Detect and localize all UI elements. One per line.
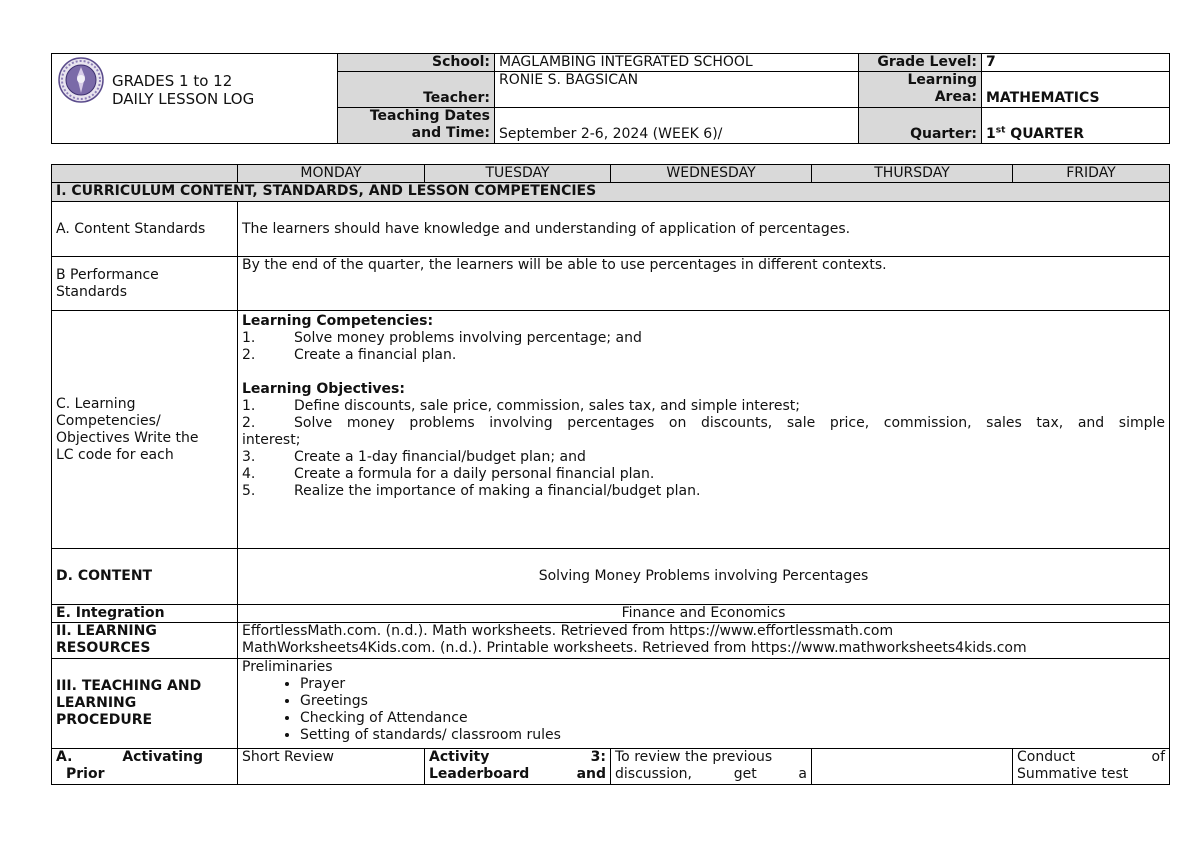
item-number: 4. xyxy=(242,466,256,482)
learning-objectives-heading: Learning Objectives: xyxy=(242,381,405,397)
school-value: MAGLAMBING INTEGRATED SCHOOL xyxy=(495,54,859,72)
content-standards-text: The learners should have knowledge and understanding of application of percentages. xyxy=(238,202,1170,257)
quarter-label: Quarter: xyxy=(859,108,982,144)
list-item xyxy=(242,347,1165,364)
list-item: • Checking of Attendance xyxy=(300,710,1165,727)
activating-tuesday xyxy=(425,749,611,785)
list-item xyxy=(242,330,1165,347)
activating-label-word: Activating xyxy=(122,749,203,765)
resources-label-line2: RESOURCES xyxy=(56,640,151,656)
friday-word-2: of xyxy=(1151,749,1165,765)
friday-word-1: Conduct xyxy=(1017,749,1076,765)
activating-label-line2: Prior xyxy=(66,766,105,782)
item-text: Define discounts, sale price, commission, sales tax, and simple interest; xyxy=(294,398,800,414)
wednesday-line-1: To review the previous xyxy=(615,749,773,765)
dates-value: September 2-6, 2024 (WEEK 6)/ xyxy=(495,108,859,144)
quarter-number: 1 xyxy=(986,126,996,142)
learning-area-value: MATHEMATICS xyxy=(982,72,1170,108)
activating-thursday xyxy=(812,749,1013,785)
learning-competencies-list xyxy=(242,330,1165,364)
performance-standards-text: By the end of the quarter, the learners will be able to use percentages in different contexts. xyxy=(238,257,1170,311)
teacher-value: RONIE S. BAGSICAN xyxy=(495,72,859,108)
section-curriculum-heading: I. CURRICULUM CONTENT, STANDARDS, AND LESSON COMPETENCIES xyxy=(52,183,1170,202)
quarter-value xyxy=(982,108,1170,144)
wednesday-word-2: get xyxy=(733,766,757,782)
wednesday-word-1: discussion, xyxy=(615,766,693,782)
integration-label: E. Integration xyxy=(52,605,238,623)
resources-label-line1: II. LEARNING xyxy=(56,623,157,639)
deped-seal-icon xyxy=(58,57,104,103)
item-text: Solve money problems involving percentage; and xyxy=(294,330,642,346)
learning-area-label xyxy=(859,72,982,108)
grade-value: 7 xyxy=(982,54,1170,72)
dates-label xyxy=(338,108,495,144)
resources-text xyxy=(238,623,1170,659)
dates-label-line1: Teaching Dates xyxy=(369,108,490,124)
competencies-label-line3: Objectives Write the xyxy=(56,429,199,446)
quarter-suffix: st xyxy=(995,125,1006,136)
header-logo-cell xyxy=(52,54,338,144)
list-item xyxy=(242,415,1165,432)
item-number: 2. xyxy=(242,347,256,363)
procedure-label xyxy=(52,659,238,749)
performance-standards-label-line2: Standards xyxy=(56,283,127,300)
tuesday-word-1: Activity xyxy=(429,749,490,765)
item-number: 1. xyxy=(242,330,256,346)
log-title-line2: DAILY LESSON LOG xyxy=(112,90,255,108)
list-item xyxy=(242,449,1165,466)
resource-citation-1: EffortlessMath.com. (n.d.). Math worksheets. Retrieved from https://www.effortlessmath.com xyxy=(242,623,894,639)
procedure-label-line2: LEARNING xyxy=(56,695,137,711)
competencies-label-line4: LC code for each xyxy=(56,446,174,463)
activating-monday: Short Review xyxy=(238,749,425,785)
activating-friday xyxy=(1013,749,1170,785)
quarter-word: QUARTER xyxy=(1005,126,1085,142)
tuesday-word-4: and xyxy=(576,766,606,782)
list-item: • Greetings xyxy=(300,693,1165,710)
dates-label-line2: and Time: xyxy=(411,125,490,141)
performance-standards-label-line1: B Performance xyxy=(56,266,159,283)
learning-competencies-heading: Learning Competencies: xyxy=(242,313,434,329)
content-label: D. CONTENT xyxy=(52,549,238,605)
day-monday: MONDAY xyxy=(238,165,425,183)
activating-label xyxy=(52,749,238,785)
item-text: Create a formula for a daily personal financial plan. xyxy=(294,466,655,482)
item-number: 1. xyxy=(242,398,256,414)
item-text: Solve money problems involving percentages on discounts, sale price, commission, sales tax, and simple xyxy=(294,415,1165,431)
competencies-content xyxy=(238,311,1170,549)
log-title-line1: GRADES 1 to 12 xyxy=(112,72,233,90)
item-text: Create a financial plan. xyxy=(294,347,457,363)
header-table xyxy=(51,53,1170,144)
lesson-log-table xyxy=(51,164,1170,785)
school-label: School: xyxy=(338,54,495,72)
item-number: 3. xyxy=(242,449,256,465)
list-item: • Setting of standards/ classroom rules xyxy=(300,727,1165,744)
content-standards-label: A. Content Standards xyxy=(52,202,238,257)
day-friday: FRIDAY xyxy=(1013,165,1170,183)
activating-wednesday xyxy=(611,749,812,785)
procedure-label-line3: PROCEDURE xyxy=(56,712,153,728)
preliminaries-heading: Preliminaries xyxy=(242,659,333,675)
days-header-empty xyxy=(52,165,238,183)
performance-standards-label xyxy=(52,257,238,311)
tuesday-word-2: 3: xyxy=(590,749,606,765)
item-text: Realize the importance of making a financial/budget plan. xyxy=(294,483,701,499)
learning-objectives-list xyxy=(242,398,1165,500)
procedure-label-line1: III. TEACHING AND xyxy=(56,678,202,694)
item-number: 5. xyxy=(242,483,256,499)
grade-label: Grade Level: xyxy=(859,54,982,72)
resources-label xyxy=(52,623,238,659)
wednesday-word-3: a xyxy=(798,766,807,782)
list-item xyxy=(242,432,1165,449)
tuesday-word-3: Leaderboard xyxy=(429,766,530,782)
day-wednesday: WEDNESDAY xyxy=(611,165,812,183)
list-item xyxy=(242,398,1165,415)
item-number: 2. xyxy=(242,415,256,431)
day-thursday: THURSDAY xyxy=(812,165,1013,183)
learning-area-label-line1: Learning xyxy=(907,72,977,88)
list-item xyxy=(242,466,1165,483)
procedure-content xyxy=(238,659,1170,749)
teacher-label: Teacher: xyxy=(338,72,495,108)
list-item xyxy=(242,483,1165,500)
list-item: • Prayer xyxy=(300,676,1165,693)
content-text: Solving Money Problems involving Percentages xyxy=(238,549,1170,605)
friday-line-2: Summative test xyxy=(1017,766,1129,782)
item-text: Create a 1-day financial/budget plan; and xyxy=(294,449,586,465)
activating-label-letter: A. xyxy=(56,749,73,765)
day-tuesday: TUESDAY xyxy=(425,165,611,183)
integration-text: Finance and Economics xyxy=(238,605,1170,623)
resource-citation-2: MathWorksheets4Kids.com. (n.d.). Printable worksheets. Retrieved from https://www.mathworksheets4kids.com xyxy=(242,640,1027,656)
competencies-label-line1: C. Learning xyxy=(56,395,136,412)
competencies-label-line2: Competencies/ xyxy=(56,412,161,429)
competencies-label xyxy=(52,311,238,549)
preliminaries-list xyxy=(242,676,1165,744)
item-text: interest; xyxy=(242,432,301,448)
learning-area-label-line2: Area: xyxy=(934,89,977,105)
